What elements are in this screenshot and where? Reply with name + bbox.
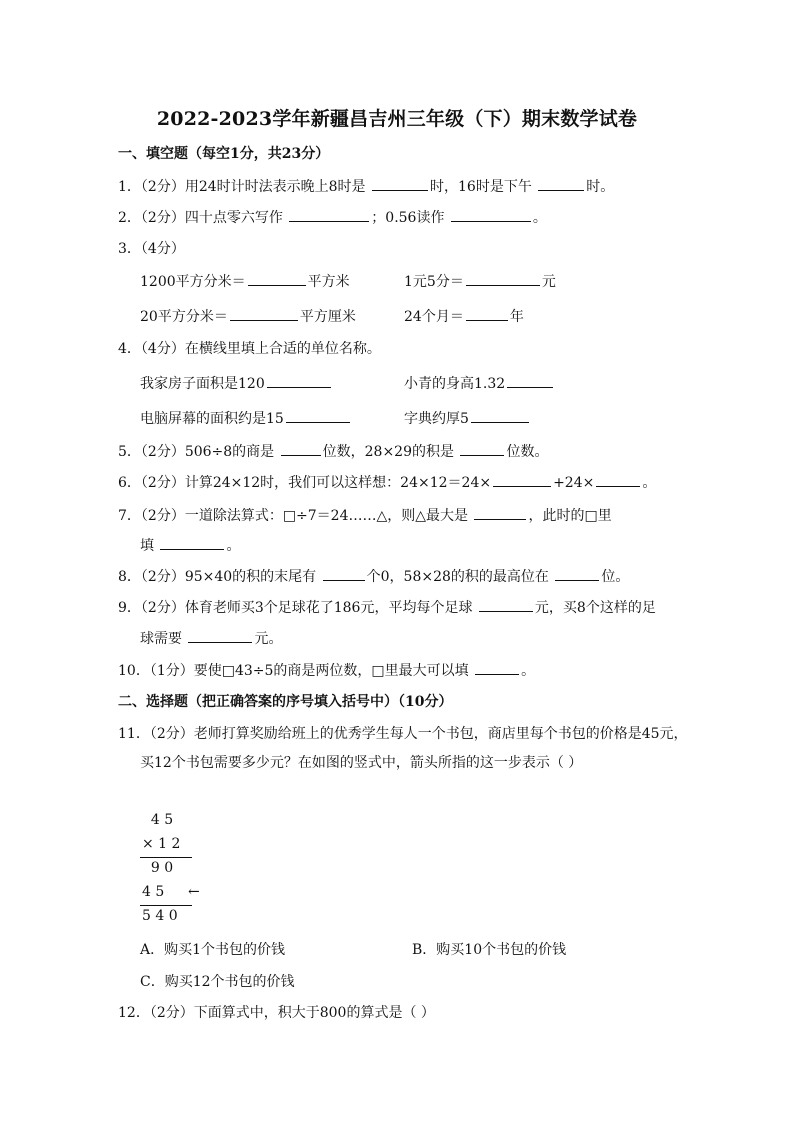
answer-blank[interactable] bbox=[471, 408, 529, 423]
answer-blank[interactable] bbox=[230, 306, 298, 321]
question-11: 11．（2分）老师打算奖励给班上的优秀学生每人一个书包，商店里每个书包的价格是45元， bbox=[118, 726, 688, 742]
answer-blank[interactable] bbox=[323, 566, 365, 581]
calc-rule-line bbox=[140, 857, 192, 858]
question-9-continued: 球需要 元。 bbox=[140, 628, 282, 649]
question-3-item-2: 1元5分＝ 元 bbox=[404, 271, 556, 292]
question-6: 6．（2分）计算24×12时，我们可以这样想：24×12＝24× +24× 。 bbox=[118, 472, 656, 493]
question-4-item-2: 小青的身高1.32 bbox=[404, 373, 555, 394]
option-c[interactable]: C．购买12个书包的价钱 bbox=[140, 974, 295, 990]
partial-product-1: 9 0 bbox=[142, 860, 174, 876]
answer-blank[interactable] bbox=[248, 271, 306, 286]
answer-blank[interactable] bbox=[267, 373, 331, 388]
question-4-item-3: 电脑屏幕的面积约是15 bbox=[140, 408, 352, 429]
question-5: 5．（2分）506÷8的商是 位数，28×29的积是 位数。 bbox=[118, 441, 548, 462]
question-3-item-1: 1200平方分米＝ 平方米 bbox=[140, 271, 350, 292]
answer-blank[interactable] bbox=[281, 441, 321, 456]
answer-blank[interactable] bbox=[460, 441, 504, 456]
answer-blank[interactable] bbox=[596, 472, 640, 487]
question-4-item-1: 我家房子面积是120 bbox=[140, 373, 333, 394]
question-7-continued: 填 。 bbox=[140, 535, 240, 556]
question-9: 9．（2分）体育老师买3个足球花了186元，平均每个足球 元，买8个这样的足 bbox=[118, 597, 656, 618]
answer-blank[interactable] bbox=[451, 207, 531, 222]
arrow-icon: ← bbox=[188, 884, 200, 900]
question-10: 10．（1分）要使□43÷5的商是两位数，□里最大可以填 。 bbox=[118, 660, 535, 681]
answer-blank[interactable] bbox=[479, 597, 533, 612]
exam-title: 2022-2023学年新疆昌吉州三年级（下）期末数学试卷 bbox=[156, 108, 638, 130]
question-1: 1．（2分）用24时计时法表示晚上8时是 时，16时是下午 时。 bbox=[118, 176, 614, 197]
question-3-item-4: 24个月＝ 年 bbox=[404, 306, 524, 327]
answer-blank[interactable] bbox=[493, 472, 551, 487]
multiplicand: 4 5 bbox=[142, 812, 174, 828]
answer-blank[interactable] bbox=[475, 660, 519, 675]
answer-blank[interactable] bbox=[555, 566, 599, 581]
question-4-item-4: 字典约厚5 bbox=[404, 408, 531, 429]
answer-blank[interactable] bbox=[466, 306, 508, 321]
question-7: 7．（2分）一道除法算式：□÷7＝24……△，则△最大是 ，此时的□里 bbox=[118, 505, 612, 526]
answer-blank[interactable] bbox=[160, 535, 224, 550]
question-2: 2．（2分）四十点零六写作 ；0.56读作 。 bbox=[118, 207, 547, 228]
answer-blank[interactable] bbox=[466, 271, 540, 286]
question-3-heading: 3．（4分） bbox=[118, 241, 185, 257]
section-choice-heading: 二、选择题（把正确答案的序号填入括号中）（10分） bbox=[118, 694, 453, 710]
option-a[interactable]: A．购买1个书包的价钱 bbox=[140, 942, 286, 958]
answer-blank[interactable] bbox=[372, 176, 428, 191]
calc-rule-line bbox=[140, 905, 192, 906]
answer-blank[interactable] bbox=[538, 176, 584, 191]
question-12: 12．（2分）下面算式中，积大于800的算式是（ ） bbox=[118, 1005, 435, 1021]
product: 5 4 0 bbox=[142, 908, 178, 924]
answer-blank[interactable] bbox=[188, 628, 252, 643]
section-fill-in-heading: 一、填空题（每空1分，共23分） bbox=[118, 146, 330, 162]
option-b[interactable]: B．购买10个书包的价钱 bbox=[412, 942, 567, 958]
question-3-item-3: 20平方分米＝ 平方厘米 bbox=[140, 306, 356, 327]
question-8: 8．（2分）95×40的积的末尾有 个0，58×28的积的最高位在 位。 bbox=[118, 566, 629, 587]
multiplier: × 1 2 bbox=[142, 836, 181, 852]
answer-blank[interactable] bbox=[507, 373, 553, 388]
question-11-continued: 买12个书包需要多少元？在如图的竖式中，箭头所指的这一步表示（ ） bbox=[140, 755, 583, 771]
partial-product-2: 4 5 bbox=[142, 884, 165, 900]
answer-blank[interactable] bbox=[286, 408, 350, 423]
answer-blank[interactable] bbox=[289, 207, 369, 222]
question-4-heading: 4．（4分）在横线里填上合适的单位名称。 bbox=[118, 341, 381, 357]
answer-blank[interactable] bbox=[474, 505, 526, 520]
